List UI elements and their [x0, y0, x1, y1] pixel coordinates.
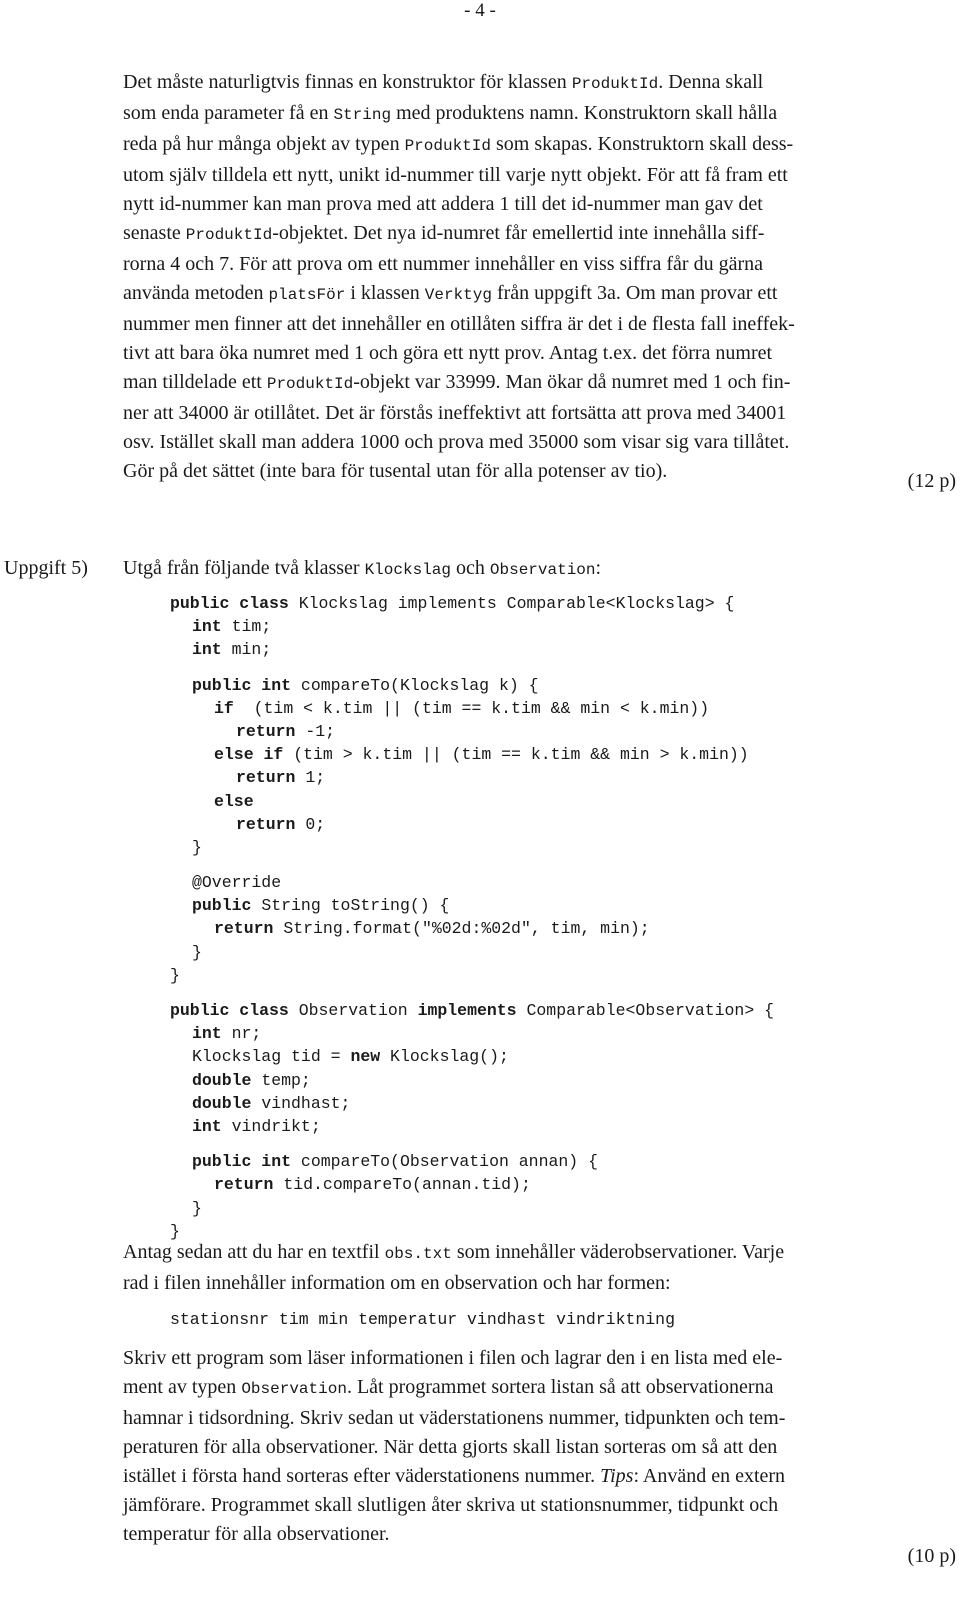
code-keyword: int — [192, 1024, 222, 1044]
code-identifier: Observation — [489, 561, 596, 579]
code-line — [170, 894, 950, 917]
code-line — [170, 871, 950, 894]
text-run: som skapas. Konstruktorn skall dess- — [490, 133, 794, 155]
code-line — [170, 1045, 950, 1068]
code-identifier: Klockslag — [364, 561, 451, 579]
code-keyword: public int — [192, 675, 292, 695]
code-identifier: String — [333, 106, 392, 124]
text-run: vindrikt; — [221, 1116, 321, 1136]
text-line — [123, 161, 957, 190]
text-run: utom själv tilldela ett nytt, unikt id-nummer till varje nytt objekt. För att få fram ett — [123, 164, 788, 186]
text-line — [123, 99, 957, 130]
text-run: rad i filen innehåller information om en observation och har formen: — [123, 1272, 671, 1294]
text-run: 0; — [295, 814, 326, 834]
text-run: } — [170, 965, 180, 985]
text-run: temperatur för alla observationer. — [123, 1523, 390, 1545]
text-run: ment av typen — [123, 1376, 242, 1398]
text-run: Det måste naturligtvis finnas en konstruktor för klassen — [123, 71, 572, 93]
emphasis-text: Tips — [600, 1465, 634, 1487]
code-keyword: else if — [214, 745, 284, 765]
text-line — [123, 1238, 957, 1269]
text-run: . Denna skall — [658, 71, 764, 93]
text-line — [123, 428, 957, 457]
text-run: osv. Istället skall man addera 1000 och prova med 35000 som visar sig vara tillåtet. — [123, 431, 790, 453]
code-line — [170, 720, 950, 743]
text-run: Klockslag tid = — [192, 1047, 351, 1067]
text-run: Utgå från följande två klasser — [123, 557, 365, 579]
text-run: String toString() { — [251, 896, 450, 916]
text-run: istället i första hand sorteras efter väderstationens nummer. — [123, 1465, 601, 1487]
code-blank-line — [170, 662, 950, 674]
text-run: Comparable<Observation> { — [516, 1001, 775, 1020]
text-run: -objekt var 33999. Man ökar då numret med 1 och fin- — [353, 371, 791, 393]
code-line — [170, 917, 950, 940]
code-keyword: else — [214, 791, 254, 811]
text-run: tivt att bara öka numret med 1 och göra ett nytt prov. Antag t.ex. det förra numret — [123, 342, 773, 364]
text-run: : — [595, 557, 602, 579]
code-blank-line — [170, 987, 950, 999]
text-run: min; — [221, 640, 272, 660]
text-run: tim; — [221, 617, 272, 637]
text-run: jämförare. Programmet skall slutligen åter skriva ut stationsnummer, tidpunkt och — [123, 1494, 779, 1516]
text-run: senaste — [123, 222, 186, 244]
text-run: nytt id-nummer kan man prova med att addera 1 till det id-nummer man gav det — [123, 193, 763, 215]
text-run: . Låt programmet sortera listan så att observationerna — [346, 1376, 774, 1398]
text-run: som innehåller väderobservationer. Varje — [451, 1241, 785, 1263]
text-run: : Använd en extern — [633, 1465, 786, 1487]
task-5-text — [123, 1344, 957, 1549]
code-blank-line — [170, 1138, 950, 1150]
code-line — [170, 964, 950, 987]
code-keyword: if — [214, 698, 234, 718]
task-5-label: Uppgift 5) — [4, 557, 88, 579]
text-line — [123, 339, 957, 368]
code-line — [170, 766, 950, 789]
text-run: Antag sedan att du har en textfil — [123, 1241, 385, 1263]
code-line — [170, 638, 950, 661]
text-run: rorna 4 och 7. För att prova om ett nummer innehåller en viss siffra får du gärna — [123, 253, 763, 275]
text-line — [123, 279, 957, 310]
code-identifier: ProduktId — [266, 375, 354, 393]
text-run: } — [192, 1198, 202, 1218]
text-run: med produktens namn. Konstruktorn skall hålla — [391, 102, 778, 124]
text-run: ner att 34000 är otillåtet. Det är förstås ineffektivt att fortsätta att prova med 34001 — [123, 402, 787, 424]
code-line — [170, 1173, 950, 1196]
text-line — [123, 190, 957, 219]
text-run: (tim > k.tim || (tim == k.tim && min > k.min)) — [283, 745, 749, 765]
text-run: Gör på det sättet (inte bara för tusental utan för alla potenser av tio). — [123, 460, 668, 482]
text-run: tid.compareTo(annan.tid); — [273, 1175, 531, 1195]
code-keyword: int — [192, 617, 222, 637]
code-identifier: Verktyg — [424, 286, 492, 304]
text-run: compareTo(Observation annan) { — [291, 1152, 598, 1172]
code-identifier: ProduktId — [571, 75, 659, 93]
code-keyword: int — [192, 1116, 222, 1136]
code-keyword: return — [236, 768, 296, 788]
text-line — [123, 1491, 957, 1520]
text-line — [123, 399, 957, 428]
text-line — [123, 1462, 957, 1491]
code-identifier: ProduktId — [404, 137, 491, 155]
code-line — [170, 743, 950, 766]
code-keyword: public class — [170, 594, 289, 613]
text-run: Klockslag implements Comparable<Klockslag> { — [288, 594, 735, 613]
text-run: 1; — [295, 768, 326, 788]
text-run: peraturen för alla observationer. När detta gjorts skall listan sorteras om så att den — [123, 1436, 778, 1458]
text-run: compareTo(Klockslag k) { — [291, 675, 539, 695]
text-run: } — [170, 1221, 180, 1241]
code-line — [170, 1069, 950, 1092]
code-keyword: int — [192, 640, 222, 660]
text-run: } — [192, 942, 202, 962]
code-line — [170, 790, 950, 813]
code-keyword: implements — [417, 1001, 517, 1020]
code-blank-line — [170, 859, 950, 871]
code-line — [170, 615, 950, 638]
text-line — [123, 368, 957, 399]
code-line — [170, 813, 950, 836]
code-keyword: return — [236, 814, 296, 834]
task-4-points: (12 p) — [907, 470, 956, 492]
text-line — [123, 1373, 957, 1404]
text-run: och — [451, 557, 490, 579]
text-line — [123, 68, 957, 99]
code-line — [170, 1150, 950, 1173]
text-line — [123, 130, 957, 161]
task-5-intro — [123, 554, 601, 585]
text-run: hamnar i tidsordning. Skriv sedan ut väderstationens nummer, tidpunkten och tem- — [123, 1407, 786, 1429]
file-format-line: stationsnr tim min temperatur vindhast vindriktning — [170, 1310, 675, 1329]
text-run: String.format("%02d:%02d", tim, min); — [273, 919, 650, 939]
text-run: } — [192, 837, 202, 857]
code-line — [170, 999, 950, 1022]
text-line — [123, 457, 957, 486]
code-line — [170, 1022, 950, 1045]
code-line — [170, 941, 950, 964]
text-run: @Override — [192, 873, 282, 893]
code-identifier: obs.txt — [384, 1245, 452, 1263]
text-run: nr; — [221, 1024, 262, 1044]
code-identifier: ProduktId — [185, 226, 273, 244]
text-line — [123, 219, 957, 250]
text-run: reda på hur många objekt av typen — [123, 133, 405, 155]
code-line — [170, 697, 950, 720]
text-line — [123, 310, 957, 339]
code-line — [170, 1197, 950, 1220]
code-identifier: platsFör — [268, 286, 346, 304]
text-run: nummer men finner att det innehåller en otillåten siffra är det i de flesta fall ineffek- — [123, 313, 795, 335]
text-run: i klassen — [345, 282, 425, 304]
code-keyword: double — [192, 1093, 252, 1113]
text-run: Klockslag(); — [380, 1047, 509, 1067]
code-line — [170, 1092, 950, 1115]
code-line — [170, 836, 950, 859]
text-run: vindhast; — [251, 1093, 351, 1113]
text-run: temp; — [251, 1070, 311, 1090]
code-block — [170, 592, 950, 1243]
task-4-text — [123, 68, 957, 486]
code-keyword: public int — [192, 1152, 292, 1172]
code-identifier: Observation — [241, 1380, 347, 1398]
page-number: - 4 - — [464, 0, 496, 21]
task-5-file-description — [123, 1238, 957, 1298]
text-line — [123, 1433, 957, 1462]
text-line — [123, 1520, 957, 1549]
code-keyword: return — [214, 1175, 274, 1195]
text-line — [123, 250, 957, 279]
text-line — [123, 1404, 957, 1433]
code-keyword: public class — [170, 1001, 289, 1020]
code-keyword: double — [192, 1070, 252, 1090]
code-keyword: public — [192, 896, 252, 916]
code-keyword: new — [350, 1047, 381, 1067]
text-run: Observation — [288, 1001, 418, 1020]
text-run: (tim < k.tim || (tim == k.tim && min < k.min)) — [233, 698, 710, 718]
text-run: man tilldelade ett — [123, 371, 267, 393]
text-run: som enda parameter få en — [123, 102, 334, 124]
text-run: -1; — [295, 721, 336, 741]
task-5-points: (10 p) — [907, 1545, 956, 1567]
text-run: använda metoden — [123, 282, 269, 304]
code-line — [170, 674, 950, 697]
text-run: Skriv ett program som läser informationen i filen och lagrar den i en lista med ele- — [123, 1347, 783, 1369]
text-line — [123, 1344, 957, 1373]
code-keyword: return — [214, 919, 274, 939]
code-line — [170, 1115, 950, 1138]
text-run: från uppgift 3a. Om man provar ett — [491, 282, 778, 304]
text-line — [123, 1269, 957, 1298]
code-keyword: return — [236, 721, 296, 741]
code-line — [170, 592, 950, 615]
text-run: -objektet. Det nya id-numret får emellertid inte innehålla siff- — [272, 222, 765, 244]
